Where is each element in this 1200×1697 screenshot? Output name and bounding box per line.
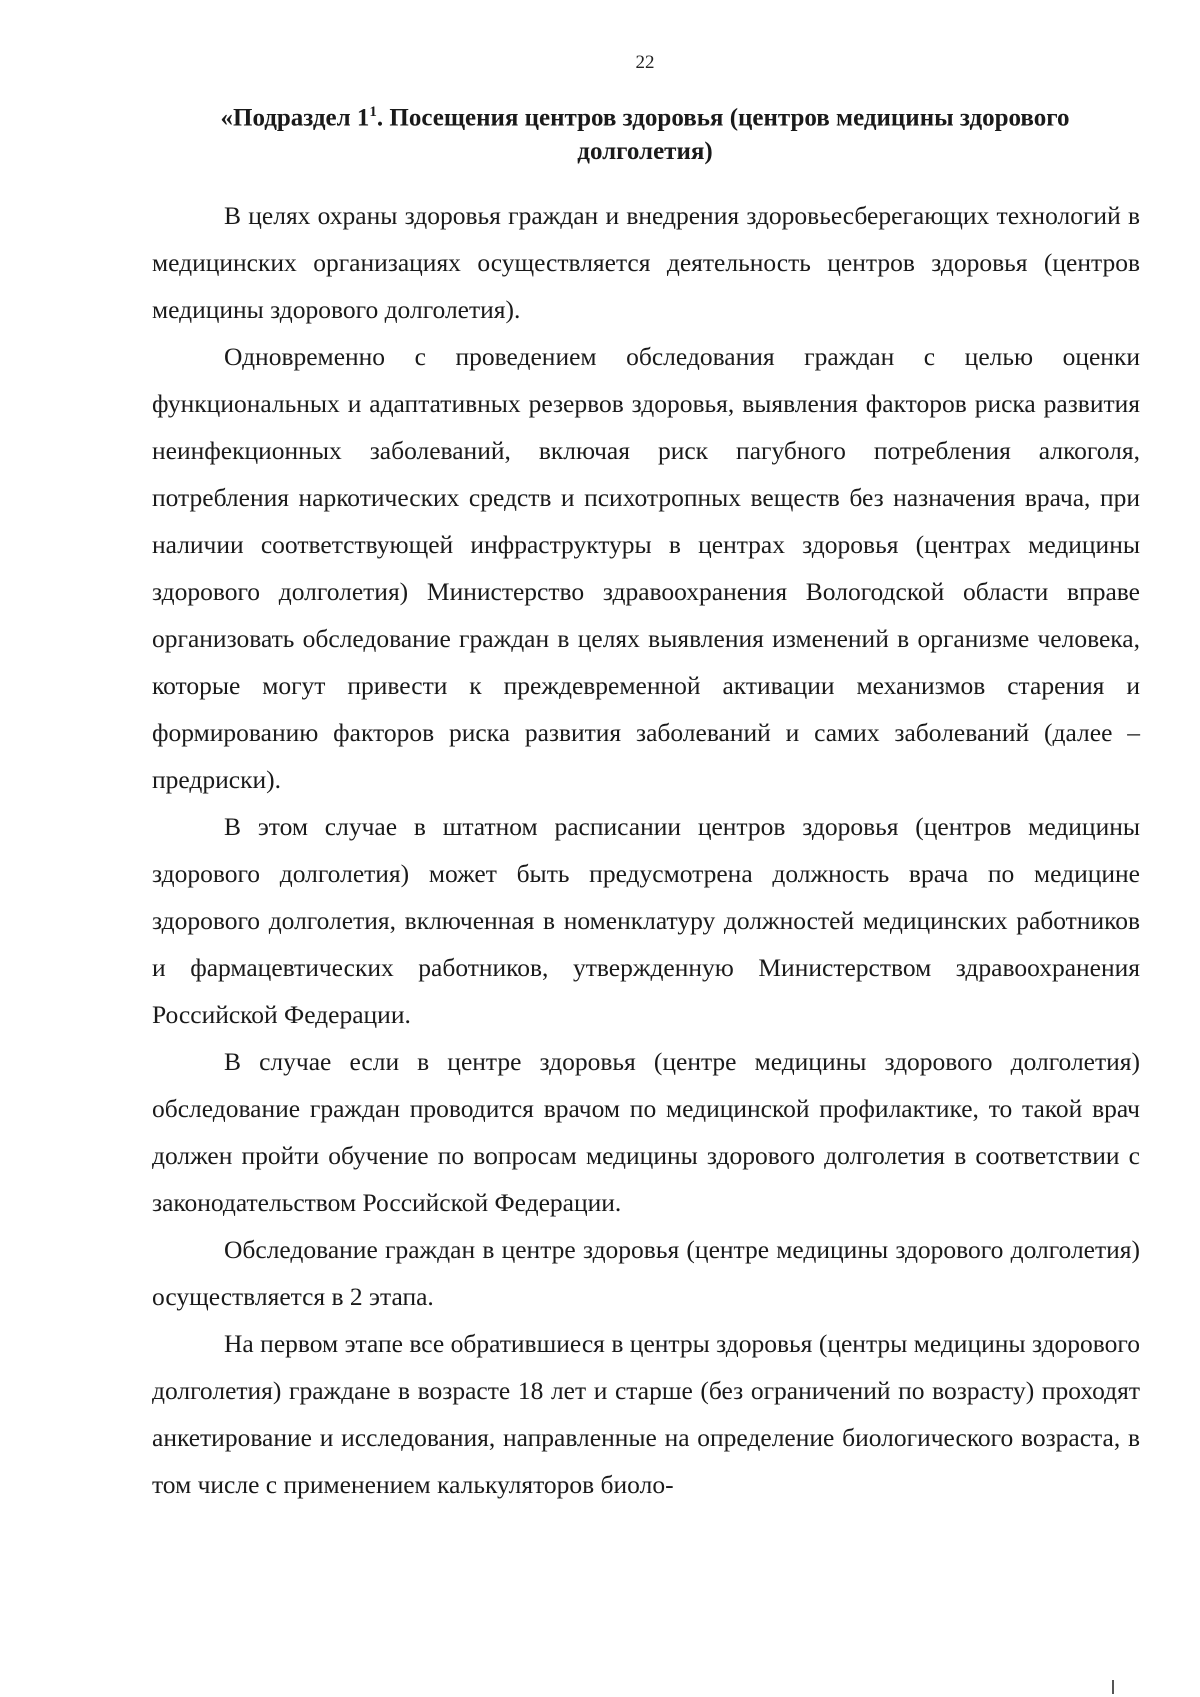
body-text xyxy=(152,192,1140,1508)
page-number: 22 xyxy=(635,52,655,73)
paragraph: Одновременно с проведением обследования граждан с целью оценки функциональных и адаптативных резервов здоровья, выявления факторов риска развития неинфекционных заболеваний, включая риск пагубного потребления алкоголя, потребления наркотических средств и психотропных веществ без назначения врача, при наличии соответствующей инфраструктуры в центрах здоровья (центрах медицины здорового долголетия) Министерство здравоохранения Вологодской области вправе организовать обследование граждан в целях выявления изменений в организме человека, которые могут привести к преждевременной активации механизмов старения и формированию факторов риска развития заболеваний и самих заболеваний (далее – предриски). xyxy=(152,342,1140,794)
heading-superscript: 1 xyxy=(369,104,377,120)
paragraph: На первом этапе все обратившиеся в центры здоровья (центры медицины здорового долголетия) граждане в возрасте 18 лет и старше (без ограничений по возрасту) проходят анкетирование и исследования, направленные на определение биологического возраста, в том числе с применением калькуляторов биоло- xyxy=(152,1329,1140,1499)
paragraph: Обследование граждан в центре здоровья (центре медицины здорового долголетия) осуществляется в 2 этапа. xyxy=(152,1235,1140,1311)
scan-mark xyxy=(1112,1680,1114,1694)
paragraph: В случае если в центре здоровья (центре медицины здорового долголетия) обследование граждан проводится врачом по медицинской профилактике, то такой врач должен пройти обучение по вопросам медицины здорового долголетия в соответствии с законодательством Российской Федерации. xyxy=(152,1047,1140,1217)
paragraph: В целях охраны здоровья граждан и внедрения здоровьесберегающих технологий в медицинских организациях осуществляется деятельность центров здоровья (центров медицины здорового долголетия). xyxy=(152,201,1140,324)
subsection-heading xyxy=(150,95,1140,169)
heading-title: . Посещения центров здоровья (центров медицины здорового долголетия) xyxy=(376,104,1070,166)
paragraph: В этом случае в штатном расписании центров здоровья (центров медицины здорового долголетия) может быть предусмотрена должность врача по медицине здорового долголетия, включенная в номенклатуру должностей медицинских работников и фармацевтических работников, утвержденную Министерством здравоохранения Российской Федерации. xyxy=(152,812,1140,1029)
heading-prefix: «Подраздел 1 xyxy=(220,104,370,132)
